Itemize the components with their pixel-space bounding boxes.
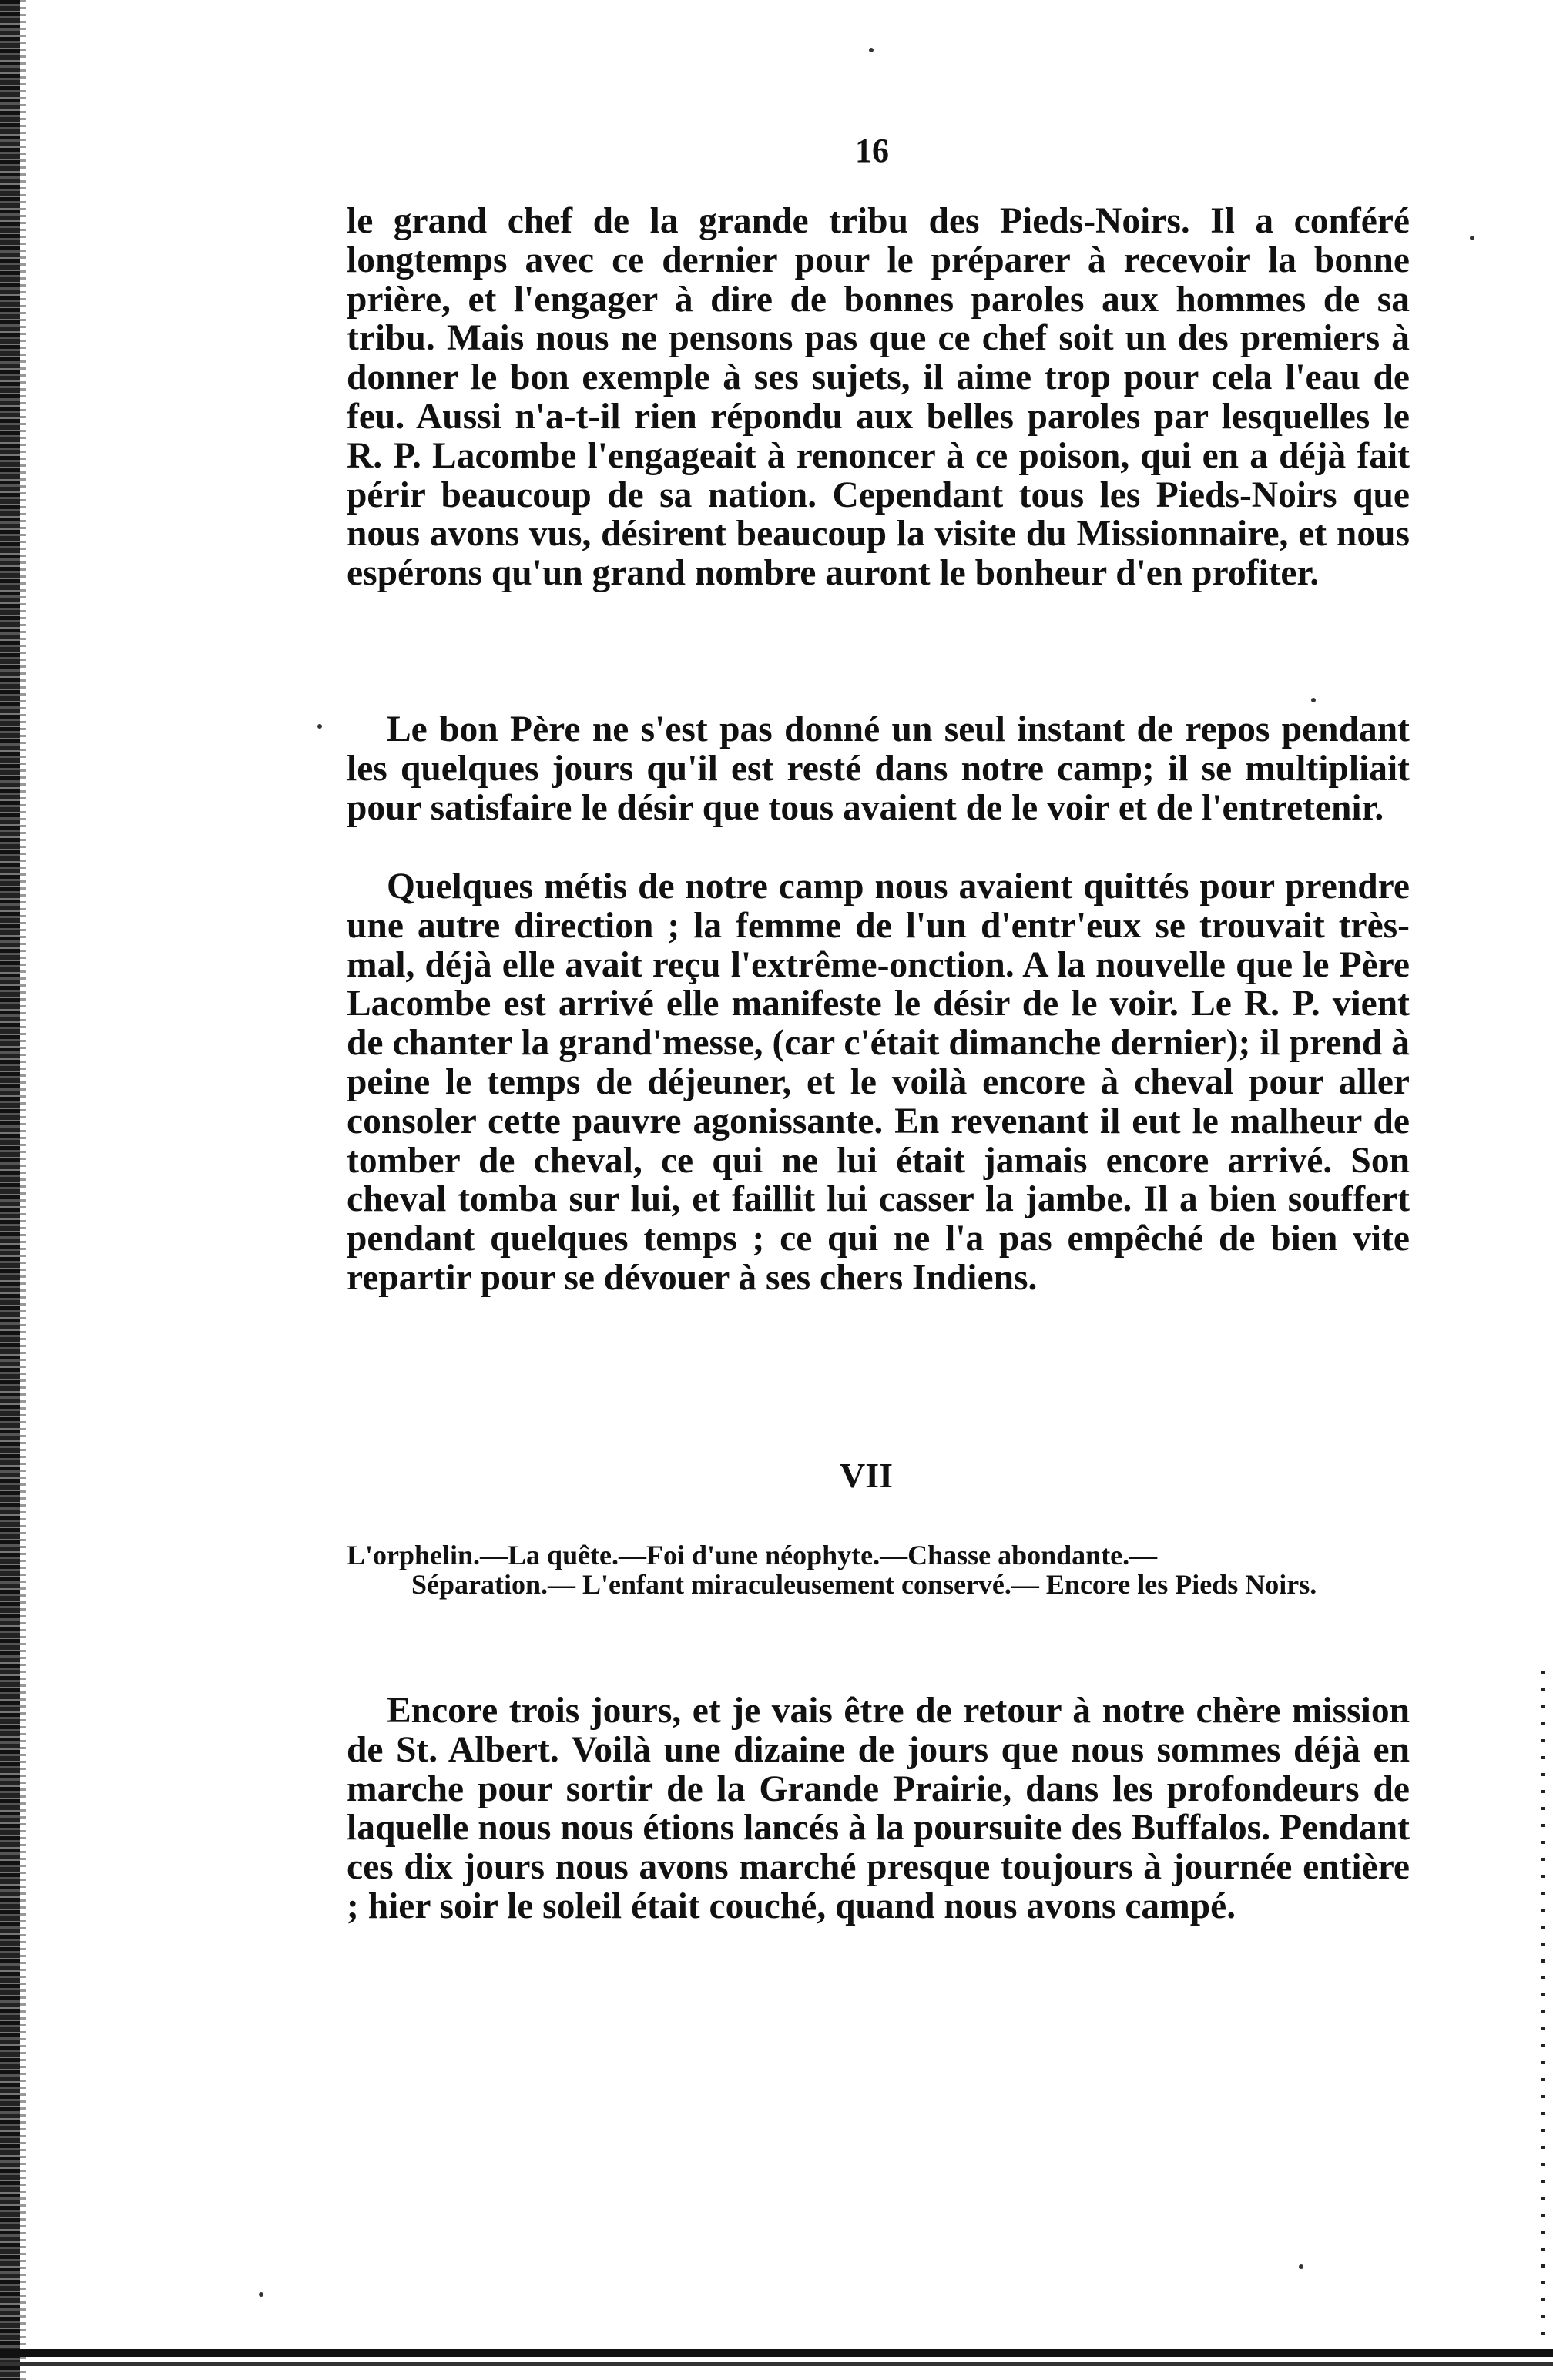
paragraph-metis: [347, 867, 1410, 1298]
scanned-bottom-edge: [0, 2349, 1553, 2357]
scanned-binding-shadow: [20, 0, 26, 2380]
summary-line-1: L'orphelin.—La quête.—Foi d'une néophyte.—Chasse abondante.—: [347, 1540, 1158, 1570]
section-summary: [347, 1540, 1410, 1599]
paragraph-text: Encore trois jours, et je vais être de retour à notre chère mission de St. Albert. Voilà une dizaine de jours que nous sommes déjà en marche pour sortir de la Grande Prairie, dans les profondeurs de laquelle nous nous étions lancés à la poursuite des Buffalos. Pendant ces dix jours nous avons marché presque toujours à journée entière ; hier soir le soleil était couché, quand nous avons campé.: [347, 1691, 1410, 1926]
paragraph-pere-repos: [347, 710, 1410, 827]
paragraph-text: le grand chef de la grande tribu des Pieds-Noirs. Il a conféré longtemps avec ce dernier pour le préparer à recevoir la bonne prière, et l'engager à dire de bonnes paroles aux hommes de sa tribu. Mais nous ne pensons pas que ce chef soit un des premiers à donner le bon exemple à ses sujets, il aime trop pour cela l'eau de feu. Aussi n'a-t-il rien répondu aux belles paroles par lesquelles le R. P. Lacombe l'engageait à renoncer à ce poison, qui en a déjà fait périr beaucoup de sa nation. Cependant tous les Pieds-Noirs que nous avons vus, désirent beaucoup la visite du Missionnaire, et nous espérons qu'un grand nombre auront le bonheur d'en profiter.: [347, 201, 1410, 594]
paragraph-text: Quelques métis de notre camp nous avaient quittés pour prendre une autre direction ; la femme de l'un d'entr'eux se trouvait très-mal, déjà elle avait reçu l'extrême-onction. A la nouvelle que le Père Lacombe est arrivé elle manifeste le désir de le voir. Le R. P. vient de chanter la grand'messe, (car c'était dimanche dernier); il prend à peine le temps de déjeuner, et le voilà encore à cheval pour aller consoler cette pauvre agonissante. En revenant il eut le malheur de tomber de cheval, ce qui ne lui était jamais encore arrivé. Son cheval tomba sur lui, et faillit lui casser la jambe. Il a bien souffert pendant quelques temps ; ce qui ne l'a pas empêché de bien vite repartir pour se dévouer à ses chers Indiens.: [347, 867, 1410, 1298]
scanned-bottom-edge-shadow: [0, 2362, 1553, 2366]
page-number: 16: [855, 132, 889, 169]
ink-speck: [869, 48, 874, 52]
ink-speck: [1470, 236, 1474, 240]
ink-speck: [259, 2292, 263, 2297]
summary-line-2: Séparation.— L'enfant miraculeusement conservé.— Encore les Pieds Noirs.: [411, 1569, 1317, 1600]
paragraph-text: Le bon Père ne s'est pas donné un seul instant de repos pendant les quelques jours qu'il est resté dans notre camp; il se multipliait pour satisfaire le désir que tous avaient de le voir et de l'entretenir.: [347, 709, 1410, 828]
section-heading: VII: [840, 1456, 894, 1495]
paragraph-section-opening: [347, 1691, 1410, 1926]
ink-speck: [1311, 698, 1316, 702]
paragraph-continuation: [347, 202, 1410, 593]
scanned-right-edge-specks: [1541, 1671, 1545, 2349]
ink-speck: [1299, 2264, 1303, 2269]
scanned-binding-edge: [0, 0, 20, 2380]
ink-speck: [317, 724, 322, 729]
